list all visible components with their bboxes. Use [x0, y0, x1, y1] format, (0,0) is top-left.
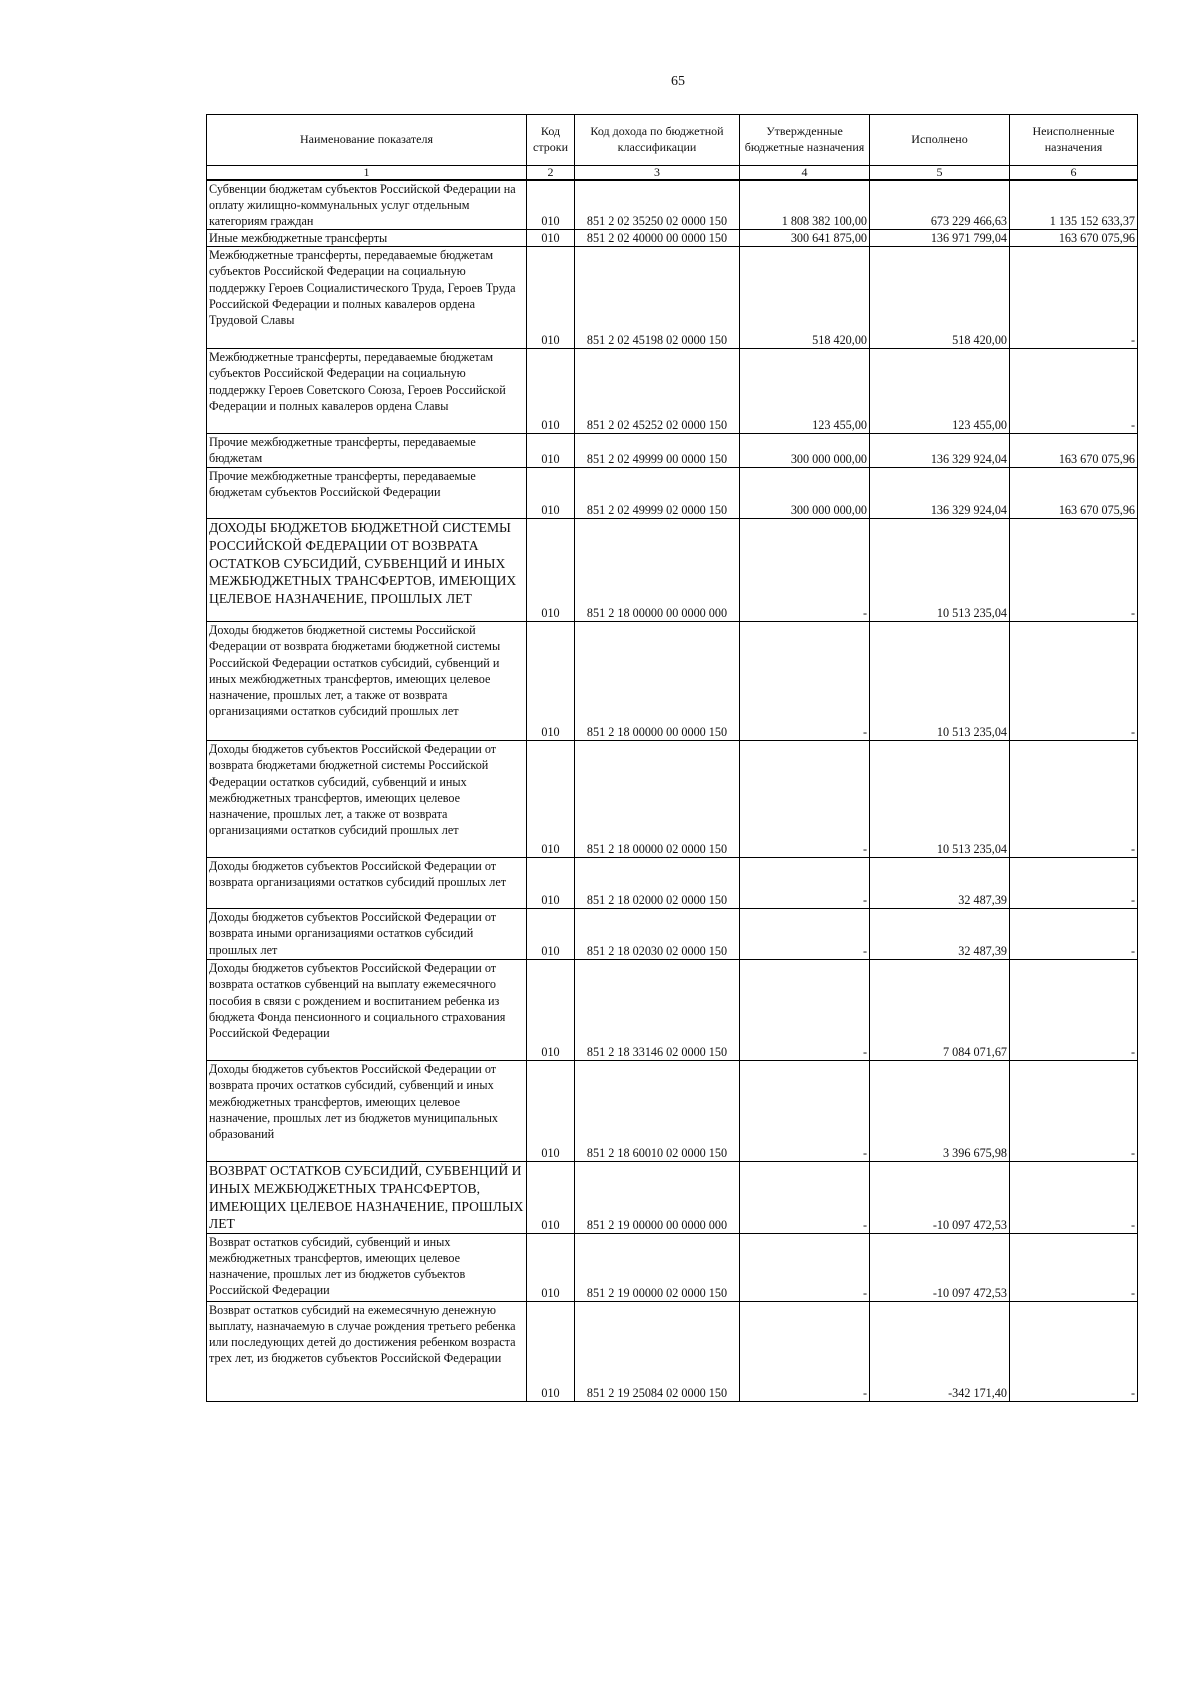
- row-unexecuted: -: [1010, 1162, 1138, 1234]
- column-number: 2: [527, 166, 575, 181]
- report-table: [206, 114, 1138, 1402]
- row-approved: -: [740, 519, 870, 622]
- table-row: [207, 434, 1138, 468]
- table-row: [207, 519, 1138, 622]
- row-budget-code: 851 2 19 00000 00 0000 000: [575, 1162, 740, 1234]
- row-budget-code: 851 2 18 02000 02 0000 150: [575, 858, 740, 909]
- row-budget-code: 851 2 02 49999 02 0000 150: [575, 468, 740, 519]
- table-row: [207, 1162, 1138, 1234]
- row-approved: -: [740, 1061, 870, 1162]
- row-line-code: 010: [527, 1302, 575, 1402]
- row-line-code: 010: [527, 1234, 575, 1302]
- row-budget-code: 851 2 02 49999 00 0000 150: [575, 434, 740, 468]
- row-line-code: 010: [527, 1061, 575, 1162]
- column-number: 6: [1010, 166, 1138, 181]
- column-number: 5: [870, 166, 1010, 181]
- column-number: 3: [575, 166, 740, 181]
- row-name: Доходы бюджетов бюджетной системы Российской Федерации от возврата бюджетами бюджетной системы Российской Федерации остатков субсидий, субвенций и иных межбюджетных трансфертов, имеющих целевое назначение, прошлых лет, а также от возврата организациями остатков субсидий прошлых лет: [207, 622, 527, 741]
- row-executed: 10 513 235,04: [870, 741, 1010, 858]
- table-row: [207, 180, 1138, 230]
- row-approved: -: [740, 1162, 870, 1234]
- table-row: [207, 468, 1138, 519]
- row-line-code: 010: [527, 230, 575, 247]
- row-name: Доходы бюджетов субъектов Российской Федерации от возврата организациями остатков субсидий прошлых лет: [207, 858, 527, 909]
- row-budget-code: 851 2 02 35250 02 0000 150: [575, 180, 740, 230]
- row-name: Прочие межбюджетные трансферты, передаваемые бюджетам: [207, 434, 527, 468]
- row-line-code: 010: [527, 858, 575, 909]
- row-approved: -: [740, 960, 870, 1061]
- row-name: Межбюджетные трансферты, передаваемые бюджетам субъектов Российской Федерации на социальную поддержку Героев Советского Союза, Героев Российской Федерации и полных кавалеров ордена Славы: [207, 349, 527, 434]
- row-executed: 518 420,00: [870, 247, 1010, 349]
- row-unexecuted: -: [1010, 909, 1138, 960]
- table-body: [207, 180, 1138, 1402]
- row-executed: 136 329 924,04: [870, 434, 1010, 468]
- row-executed: 3 396 675,98: [870, 1061, 1010, 1162]
- header-budget-code: Код дохода по бюджетной классификации: [575, 115, 740, 166]
- row-name: Доходы бюджетов субъектов Российской Федерации от возврата остатков субвенций на выплату ежемесячного пособия в связи с рождением и воспитанием ребенка из бюджета Фонда пенсионного и социального страхования Российской Федерации: [207, 960, 527, 1061]
- row-approved: 518 420,00: [740, 247, 870, 349]
- row-unexecuted: 163 670 075,96: [1010, 468, 1138, 519]
- row-line-code: 010: [527, 622, 575, 741]
- row-approved: 300 000 000,00: [740, 468, 870, 519]
- row-unexecuted: 163 670 075,96: [1010, 434, 1138, 468]
- row-line-code: 010: [527, 468, 575, 519]
- row-line-code: 010: [527, 741, 575, 858]
- row-name: ВОЗВРАТ ОСТАТКОВ СУБСИДИЙ, СУБВЕНЦИЙ И ИНЫХ МЕЖБЮДЖЕТНЫХ ТРАНСФЕРТОВ, ИМЕЮЩИХ ЦЕЛЕВОЕ НАЗНАЧЕНИЕ, ПРОШЛЫХ ЛЕТ: [207, 1162, 527, 1234]
- row-budget-code: 851 2 18 00000 02 0000 150: [575, 741, 740, 858]
- row-name: Возврат остатков субсидий, субвенций и иных межбюджетных трансфертов, имеющих целевое назначение, прошлых лет из бюджетов субъектов Российской Федерации: [207, 1234, 527, 1302]
- row-line-code: 010: [527, 960, 575, 1061]
- row-executed: -10 097 472,53: [870, 1162, 1010, 1234]
- row-executed: 10 513 235,04: [870, 519, 1010, 622]
- row-name: Субвенции бюджетам субъектов Российской Федерации на оплату жилищно-коммунальных услуг отдельным категориям граждан: [207, 180, 527, 230]
- table-row: [207, 741, 1138, 858]
- row-budget-code: 851 2 02 45198 02 0000 150: [575, 247, 740, 349]
- row-name: Иные межбюджетные трансферты: [207, 230, 527, 247]
- row-line-code: 010: [527, 519, 575, 622]
- row-budget-code: 851 2 18 02030 02 0000 150: [575, 909, 740, 960]
- row-name: Доходы бюджетов субъектов Российской Федерации от возврата иными организациями остатков субсидий прошлых лет: [207, 909, 527, 960]
- row-executed: -342 171,40: [870, 1302, 1010, 1402]
- row-line-code: 010: [527, 247, 575, 349]
- row-executed: 136 329 924,04: [870, 468, 1010, 519]
- header-executed: Исполнено: [870, 115, 1010, 166]
- row-line-code: 010: [527, 434, 575, 468]
- row-unexecuted: -: [1010, 741, 1138, 858]
- row-budget-code: 851 2 02 40000 00 0000 150: [575, 230, 740, 247]
- header-name: Наименование показателя: [207, 115, 527, 166]
- row-name: Прочие межбюджетные трансферты, передаваемые бюджетам субъектов Российской Федерации: [207, 468, 527, 519]
- row-name: Возврат остатков субсидий на ежемесячную денежную выплату, назначаемую в случае рождения третьего ребенка или последующих детей до достижения ребенком возраста трех лет, из бюджетов субъектов Российской Федерации: [207, 1302, 527, 1402]
- table-row: [207, 349, 1138, 434]
- row-approved: 300 641 875,00: [740, 230, 870, 247]
- row-approved: -: [740, 622, 870, 741]
- row-executed: -10 097 472,53: [870, 1234, 1010, 1302]
- table-row: [207, 247, 1138, 349]
- table-row: [207, 909, 1138, 960]
- row-approved: -: [740, 741, 870, 858]
- row-unexecuted: 163 670 075,96: [1010, 230, 1138, 247]
- row-budget-code: 851 2 18 00000 00 0000 000: [575, 519, 740, 622]
- row-executed: 136 971 799,04: [870, 230, 1010, 247]
- row-executed: 673 229 466,63: [870, 180, 1010, 230]
- row-line-code: 010: [527, 349, 575, 434]
- row-line-code: 010: [527, 180, 575, 230]
- table-row: [207, 622, 1138, 741]
- table-row: [207, 960, 1138, 1061]
- header-line-code: Код строки: [527, 115, 575, 166]
- row-unexecuted: -: [1010, 1302, 1138, 1402]
- table-row: [207, 1061, 1138, 1162]
- row-name: Доходы бюджетов субъектов Российской Федерации от возврата прочих остатков субсидий, субвенций и иных межбюджетных трансфертов, имеющих целевое назначение, прошлых лет из бюджетов муниципальных образований: [207, 1061, 527, 1162]
- table-row: [207, 1234, 1138, 1302]
- row-budget-code: 851 2 18 60010 02 0000 150: [575, 1061, 740, 1162]
- row-approved: 123 455,00: [740, 349, 870, 434]
- row-approved: -: [740, 1234, 870, 1302]
- table-row: [207, 230, 1138, 247]
- row-unexecuted: 1 135 152 633,37: [1010, 180, 1138, 230]
- row-name: Межбюджетные трансферты, передаваемые бюджетам субъектов Российской Федерации на социальную поддержку Героев Социалистического Труда, Героев Труда Российской Федерации и полных кавалеров ордена Трудовой Славы: [207, 247, 527, 349]
- column-number: 4: [740, 166, 870, 181]
- row-name: Доходы бюджетов субъектов Российской Федерации от возврата бюджетами бюджетной системы Российской Федерации остатков субсидий, субвенций и иных межбюджетных трансфертов, имеющих целевое назначение, прошлых лет, а также от возврата организациями остатков субсидий прошлых лет: [207, 741, 527, 858]
- column-number: 1: [207, 166, 527, 181]
- row-unexecuted: -: [1010, 858, 1138, 909]
- row-budget-code: 851 2 02 45252 02 0000 150: [575, 349, 740, 434]
- header-approved: Утвержденные бюджетные назначения: [740, 115, 870, 166]
- row-unexecuted: -: [1010, 349, 1138, 434]
- table-row: [207, 858, 1138, 909]
- row-approved: 1 808 382 100,00: [740, 180, 870, 230]
- row-budget-code: 851 2 19 25084 02 0000 150: [575, 1302, 740, 1402]
- row-unexecuted: -: [1010, 1234, 1138, 1302]
- row-line-code: 010: [527, 909, 575, 960]
- row-approved: -: [740, 858, 870, 909]
- row-line-code: 010: [527, 1162, 575, 1234]
- table-header: [207, 115, 1138, 181]
- row-unexecuted: -: [1010, 519, 1138, 622]
- row-executed: 32 487,39: [870, 909, 1010, 960]
- row-executed: 32 487,39: [870, 858, 1010, 909]
- row-budget-code: 851 2 18 33146 02 0000 150: [575, 960, 740, 1061]
- row-approved: -: [740, 1302, 870, 1402]
- column-number-row: [207, 166, 1138, 181]
- row-approved: 300 000 000,00: [740, 434, 870, 468]
- row-budget-code: 851 2 18 00000 00 0000 150: [575, 622, 740, 741]
- row-unexecuted: -: [1010, 247, 1138, 349]
- row-executed: 7 084 071,67: [870, 960, 1010, 1061]
- header-unexecuted: Неисполненные назначения: [1010, 115, 1138, 166]
- row-budget-code: 851 2 19 00000 02 0000 150: [575, 1234, 740, 1302]
- page-number: 65: [671, 74, 685, 89]
- row-unexecuted: -: [1010, 960, 1138, 1061]
- row-name: ДОХОДЫ БЮДЖЕТОВ БЮДЖЕТНОЙ СИСТЕМЫ РОССИЙСКОЙ ФЕДЕРАЦИИ ОТ ВОЗВРАТА ОСТАТКОВ СУБСИДИЙ, СУБВЕНЦИЙ И ИНЫХ МЕЖБЮДЖЕТНЫХ ТРАНСФЕРТОВ, ИМЕЮЩИХ ЦЕЛЕВОЕ НАЗНАЧЕНИЕ, ПРОШЛЫХ ЛЕТ: [207, 519, 527, 622]
- row-approved: -: [740, 909, 870, 960]
- row-executed: 123 455,00: [870, 349, 1010, 434]
- row-executed: 10 513 235,04: [870, 622, 1010, 741]
- row-unexecuted: -: [1010, 1061, 1138, 1162]
- table-row: [207, 1302, 1138, 1402]
- row-unexecuted: -: [1010, 622, 1138, 741]
